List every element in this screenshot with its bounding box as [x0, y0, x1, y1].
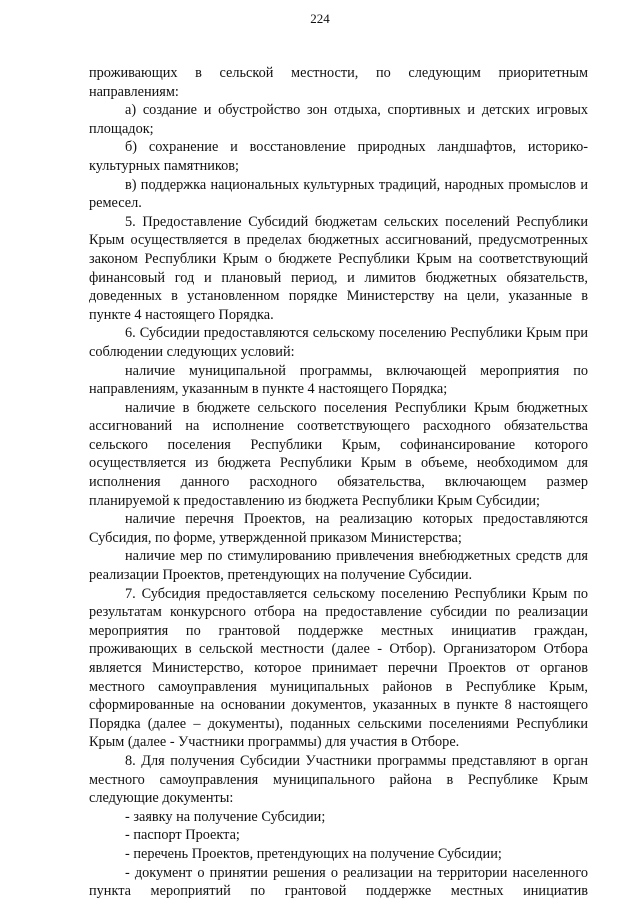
paragraph-item-a: а) создание и обустройство зон отдыха, спортивных и детских игровых площадок; — [89, 102, 588, 137]
paragraph-clause-5: 5. Предоставление Субсидий бюджетам сельских поселений Республики Крым осуществляется в пределах бюджетных ассигнований, предусмотренных законом Республики Крым о бюджете Республики Крым на соответствующий финансовый год и плановый период, и лимитов бюджетных обязательств, доведенных в установленном порядке Министерству на цели, указанные в пункте 4 настоящего Порядка. — [89, 213, 588, 323]
paragraph-clause-7: 7. Субсидия предоставляется сельскому поселению Республики Крым по результатам конкурсного отбора на предоставление субсидии по реализации мероприятия по грантовой поддержке местных инициатив граждан, проживающих в сельской местности (далее - Отбор). Организатором Отбора является Министерство, которое принимает перечни Проектов от органов местного самоуправления муниципальных районов в Республике Крым, сформированные на основании документов, указанных в пункте 8 настоящего Порядка (далее – документы), поданных сельскими поселениями Республики Крым (далее - Участники программы) для участия в Отборе. — [89, 585, 588, 751]
list-item-decision-document: - документ о принятии решения о реализации на территории населенного пункта мероприятий по грантовой поддержке местных инициатив — [89, 864, 588, 900]
document-body — [89, 64, 588, 901]
page-number: 224 — [310, 11, 330, 26]
paragraph-condition-budget: наличие в бюджете сельского поселения Республики Крым бюджетных ассигнований на исполнение соответствующего расходного обязательства сельского поселения Республики Крым, софинансирование которого осуществляется из бюджета Республики Крым в объеме, необходимом для исполнения данного расходного обязательства, включающем размер планируемой к предоставлению из бюджета Республики Крым Субсидии; — [89, 399, 588, 509]
paragraph-condition-program: наличие муниципальной программы, включающей мероприятия по направлениям, указанным в пункте 4 настоящего Порядка; — [89, 362, 588, 398]
paragraph-item-b: б) сохранение и восстановление природных ландшафтов, историко-культурных памятников; — [89, 139, 588, 174]
paragraph-item-v: в) поддержка национальных культурных традиций, народных промыслов и ремесел. — [89, 176, 588, 212]
paragraph-intro-continuation: проживающих в сельской местности, по следующим приоритетным направлениям: — [89, 65, 588, 100]
paragraph-condition-projects-list: наличие перечня Проектов, на реализацию которых предоставляются Субсидия, по форме, утвержденной приказом Министерства; — [89, 511, 588, 546]
list-item-application: - заявку на получение Субсидии; — [125, 808, 326, 825]
list-item-project-passport: - паспорт Проекта; — [125, 827, 240, 844]
paragraph-condition-extra-budget: наличие мер по стимулированию привлечения внебюджетных средств для реализации Проектов, претендующих на получение Субсидии. — [89, 548, 588, 584]
list-item-projects-list: - перечень Проектов, претендующих на получение Субсидии; — [125, 845, 502, 862]
paragraph-clause-6: 6. Субсидии предоставляются сельскому поселению Республики Крым при соблюдении следующих условий: — [89, 325, 588, 360]
paragraph-clause-8: 8. Для получения Субсидии Участники программы представляют в орган местного самоуправления муниципального района в Республике Крым следующие документы: — [89, 752, 588, 807]
